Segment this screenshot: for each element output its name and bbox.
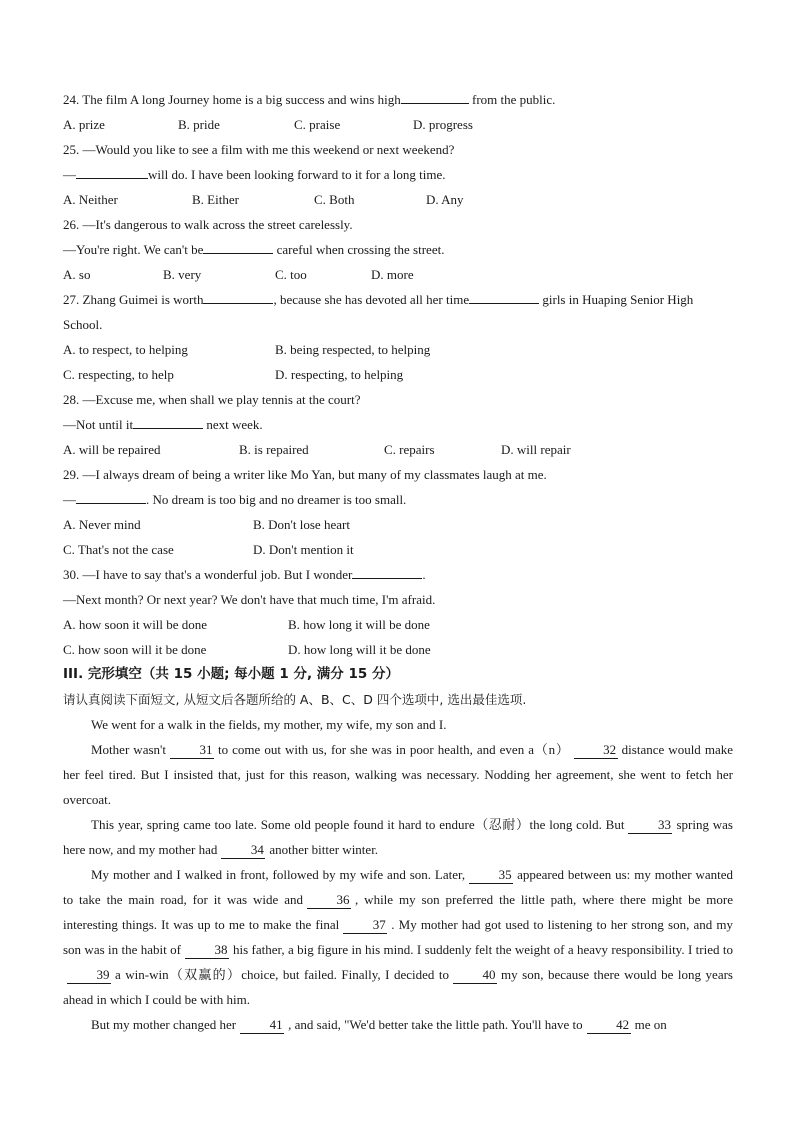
- option-b: B. is repaired: [239, 442, 309, 457]
- option-a: A. how soon it will be done: [63, 617, 208, 632]
- answer-blank: [76, 164, 148, 179]
- question-text: , because she has devoted all her time: [273, 292, 470, 307]
- answer-blank: [203, 289, 273, 304]
- answer-blank: [469, 289, 539, 304]
- question-30-line-2: —Next month? Or next year? We don't have that much time, I'm afraid.: [63, 592, 436, 607]
- cloze-blank-35: 35: [469, 867, 513, 884]
- option-a: A. will be repaired: [63, 442, 161, 457]
- passage-text: appeared between us: my mother wanted to take the main road, for it was wide and: [63, 867, 733, 907]
- question-30-line-1: [63, 562, 733, 587]
- passage-text: to come out with us, for she was in poor health, and even a（n）: [217, 742, 570, 757]
- cloze-blank-31: 31: [170, 742, 214, 759]
- cloze-blank-34: 34: [221, 842, 265, 859]
- cloze-blank-33: 33: [628, 817, 672, 834]
- passage-text: , while my son preferred the little path, where there might be more interesting things. It was up to me to make the final: [63, 892, 733, 932]
- passage-paragraph-2: [63, 737, 733, 812]
- option-b: B. Don't lose heart: [253, 517, 350, 532]
- cloze-blank-38: 38: [185, 942, 229, 959]
- cloze-blank-40: 40: [453, 967, 497, 984]
- cloze-blank-36: 36: [307, 892, 351, 909]
- question-text: 24. The film A long Journey home is a big success and wins high: [63, 92, 401, 107]
- question-text: 30. —I have to say that's a wonderful job. But I wonder: [63, 567, 353, 582]
- question-text: —: [63, 167, 76, 182]
- option-c: C. too: [275, 267, 307, 282]
- passage-text: My mother and I walked in front, followed by my wife and son. Later,: [91, 867, 466, 882]
- passage-paragraph-1: We went for a walk in the fields, my mother, my wife, my son and I.: [91, 717, 447, 732]
- passage-text: . My mother had got used to listening to her strong son, and my son was in the habit of: [63, 917, 733, 957]
- question-28-options: [63, 437, 733, 462]
- answer-blank: [352, 564, 422, 579]
- passage-text: my son, because there would be long years ahead in which I could be with him.: [63, 967, 733, 1007]
- question-26-line-1: 26. —It's dangerous to walk across the street carelessly.: [63, 217, 353, 232]
- question-text: —You're right. We can't be: [63, 242, 204, 257]
- passage-paragraph-5: [63, 1012, 733, 1037]
- question-25-line-1: 25. —Would you like to see a film with me this weekend or next weekend?: [63, 142, 455, 157]
- answer-blank: [76, 489, 146, 504]
- passage-text: spring was here now, and my mother had: [63, 817, 733, 857]
- question-text: . No dream is too big and no dreamer is too small.: [146, 492, 407, 507]
- passage-text: Mother wasn't: [91, 742, 166, 757]
- answer-blank: [401, 89, 469, 104]
- cloze-blank-41: 41: [240, 1017, 284, 1034]
- question-28-line-2: [63, 412, 733, 437]
- option-b: B. very: [163, 267, 202, 282]
- question-24-options: [63, 112, 733, 137]
- question-29-line-1: 29. —I always dream of being a writer like Mo Yan, but many of my classmates laugh at me.: [63, 467, 547, 482]
- question-29-line-2: [63, 487, 733, 512]
- passage-paragraph-4: [63, 862, 733, 1012]
- question-25-options: [63, 187, 733, 212]
- answer-blank: [203, 239, 273, 254]
- question-27-options-row-1: [63, 337, 733, 362]
- option-b: B. being respected, to helping: [275, 342, 431, 357]
- question-text: 27. Zhang Guimei is worth: [63, 292, 204, 307]
- section-3-instruction: 请认真阅读下面短文, 从短文后各题所给的 A、B、C、D 四个选项中, 选出最佳选项.: [63, 692, 527, 707]
- question-30-options-row-2: [63, 637, 733, 662]
- question-text: will do. I have been looking forward to it for a long time.: [148, 167, 446, 182]
- passage-text: , and said, "We'd better take the little path. You'll have to: [288, 1017, 583, 1032]
- option-a: A. Neither: [63, 192, 118, 207]
- option-c: C. Both: [314, 192, 355, 207]
- answer-blank: [133, 414, 203, 429]
- question-30-options-row-1: [63, 612, 733, 637]
- option-c: C. repairs: [384, 442, 435, 457]
- page-content: [63, 87, 733, 1037]
- question-26-options: [63, 262, 733, 287]
- question-text: from the public.: [468, 92, 556, 107]
- option-a: A. Never mind: [63, 517, 141, 532]
- option-b: B. how long it will be done: [288, 617, 430, 632]
- question-25-line-2: [63, 162, 733, 187]
- passage-text: This year, spring came too late. Some old people found it hard to endure（忍耐）the long cold. But: [91, 817, 625, 832]
- cloze-blank-37: 37: [343, 917, 387, 934]
- passage-text: me on: [634, 1017, 667, 1032]
- option-c: C. praise: [294, 117, 341, 132]
- passage-text: But my mother changed her: [91, 1017, 237, 1032]
- option-d: D. progress: [413, 117, 473, 132]
- passage-paragraph-3: [63, 812, 733, 862]
- option-a: A. prize: [63, 117, 105, 132]
- passage-text: his father, a big figure in his mind. I suddenly felt the weight of a heavy responsibility. I tried to: [232, 942, 733, 957]
- passage-text: distance would make her feel tired. But I insisted that, just for this reason, walking was necessary. Nodding her agreement, she went to fetch her overcoat.: [63, 742, 733, 807]
- section-3-heading: III. 完形填空（共 15 小题; 每小题 1 分, 满分 15 分）: [63, 666, 399, 682]
- option-d: D. Any: [426, 192, 464, 207]
- question-text: girls in Huaping Senior High School.: [63, 292, 694, 332]
- option-b: B. pride: [178, 117, 220, 132]
- option-d: D. respecting, to helping: [275, 367, 404, 382]
- question-29-options-row-1: [63, 512, 733, 537]
- option-d: D. how long will it be done: [288, 642, 431, 657]
- question-text: .: [422, 567, 426, 582]
- question-29-options-row-2: [63, 537, 733, 562]
- option-c: C. how soon will it be done: [63, 642, 207, 657]
- option-d: D. Don't mention it: [253, 542, 354, 557]
- question-text: —: [63, 492, 76, 507]
- question-28-line-1: 28. —Excuse me, when shall we play tennis at the court?: [63, 392, 361, 407]
- question-text: next week.: [203, 417, 263, 432]
- question-text: careful when crossing the street.: [273, 242, 445, 257]
- option-c: C. respecting, to help: [63, 367, 174, 382]
- option-d: D. will repair: [501, 442, 571, 457]
- cloze-blank-39: 39: [67, 967, 111, 984]
- cloze-blank-32: 32: [574, 742, 618, 759]
- cloze-blank-42: 42: [587, 1017, 631, 1034]
- option-b: B. Either: [192, 192, 239, 207]
- passage-text: a win-win（双赢的）choice, but failed. Finally, I decided to: [115, 967, 450, 982]
- passage-text: another bitter winter.: [269, 842, 379, 857]
- question-27-stem: [63, 287, 733, 337]
- option-d: D. more: [371, 267, 414, 282]
- question-24-stem: [63, 87, 733, 112]
- question-26-line-2: [63, 237, 733, 262]
- option-a: A. so: [63, 267, 91, 282]
- question-text: —Not until it: [63, 417, 134, 432]
- option-c: C. That's not the case: [63, 542, 174, 557]
- option-a: A. to respect, to helping: [63, 342, 188, 357]
- question-27-options-row-2: [63, 362, 733, 387]
